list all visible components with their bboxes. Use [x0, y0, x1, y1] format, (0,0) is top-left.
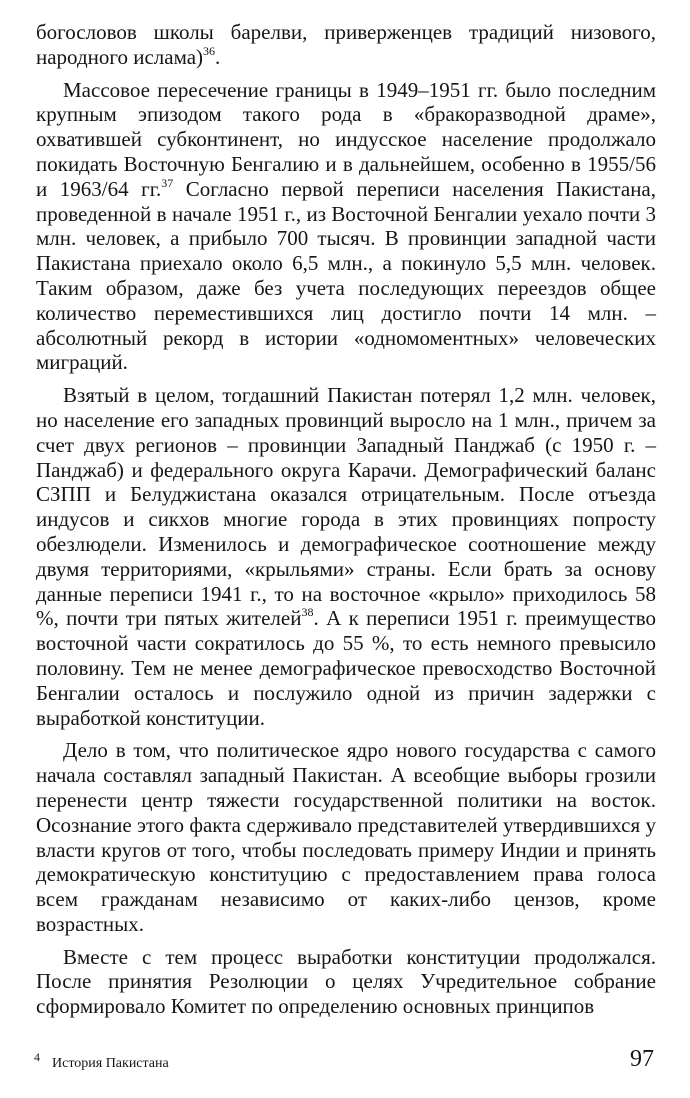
signature-number: 4	[34, 1050, 40, 1064]
paragraph	[36, 383, 656, 730]
paragraph	[36, 945, 656, 1019]
text-run: Дело в том, что политическое ядро нового государства с самого начала составлял западный Пакистан. А всеобщие выборы грозили перенести центр тяжести государственной политики на восток. Осознание этого факта сдерживало представителей утвердившихся у власти кругов от того, чтобы последовать примеру Индии и принять демократическую конституцию с предоставлением права голоса всем гражданам независимо от каких-либо цензов, кроме возрастных.	[36, 738, 656, 936]
footnote-ref: 36	[203, 43, 216, 58]
body-text	[36, 20, 656, 1019]
text-run: Согласно первой переписи населения Пакистана, проведенной в начале 1951 г., из Восточной Бенгалии уехало почти 3 млн. человек, а прибыло 700 тысяч. В провинции западной части Пакистана приехало около 6,5 млн., а покинуло 5,5 млн. человек. Таким образом, даже без учета последующих переездов общее количество переместившихся лиц достигло почти 14 млн. – абсолютный рекорд в истории «одномоментных» человеческих миграций.	[36, 176, 656, 375]
page-number: 97	[630, 1046, 654, 1072]
text-run: Массовое пересечение границы в 1949–1951 гг. было последним крупным эпизодом такого рода в «бракоразводной драме», охватившей субконтинент, но индусское население продолжало покидать Восточную Бенгалию и в дальнейшем, особенно в 1955/56 и 1963/64 гг.	[36, 77, 656, 201]
text-run: Вместе с тем процесс выработки конституции продолжался. После принятия Резолюции о целях Учредительное собрание сформировало Комитет по определению основных принципов	[36, 944, 656, 1019]
paragraph	[36, 20, 656, 70]
footnote-ref: 38	[301, 605, 314, 620]
page-footer	[34, 1046, 654, 1082]
printer-signature	[34, 1050, 169, 1072]
footnote-ref: 37	[161, 175, 174, 190]
text-run: богословов школы барелви, приверженцев традиций низового, народного ислама)	[36, 20, 656, 69]
paragraph	[36, 738, 656, 936]
text-run: Взятый в целом, тогдашний Пакистан потерял 1,2 млн. человек, но население его западных провинций выросло на 1 млн., причем за счет двух регионов – провинции Западный Панджаб (с 1950 г. – Панджаб) и федерального округа Карачи. Демографический баланс СЗПП и Белуджистана оказался отрицательным. После отъезда индусов и сикхов многие города в этих провинциях попросту обезлюдели. Изменилось и демографическое соотношение между двумя территориями, «крыльями» страны. Если брать за основу данные переписи 1941 г., то на восточное «крыло» приходилось 58 %, почти три пятых жителей	[36, 383, 656, 631]
signature-title: История Пакистана	[52, 1056, 169, 1071]
text-run: . А к переписи 1951 г. преимущество восточной части сократилось до 55 %, то есть немного превысило половину. Тем не менее демографическое превосходство Восточной Бенгалии осталось и послужило одной из причин задержки с выработкой конституции.	[36, 606, 656, 730]
text-run: .	[215, 44, 221, 69]
paragraph	[36, 78, 656, 376]
